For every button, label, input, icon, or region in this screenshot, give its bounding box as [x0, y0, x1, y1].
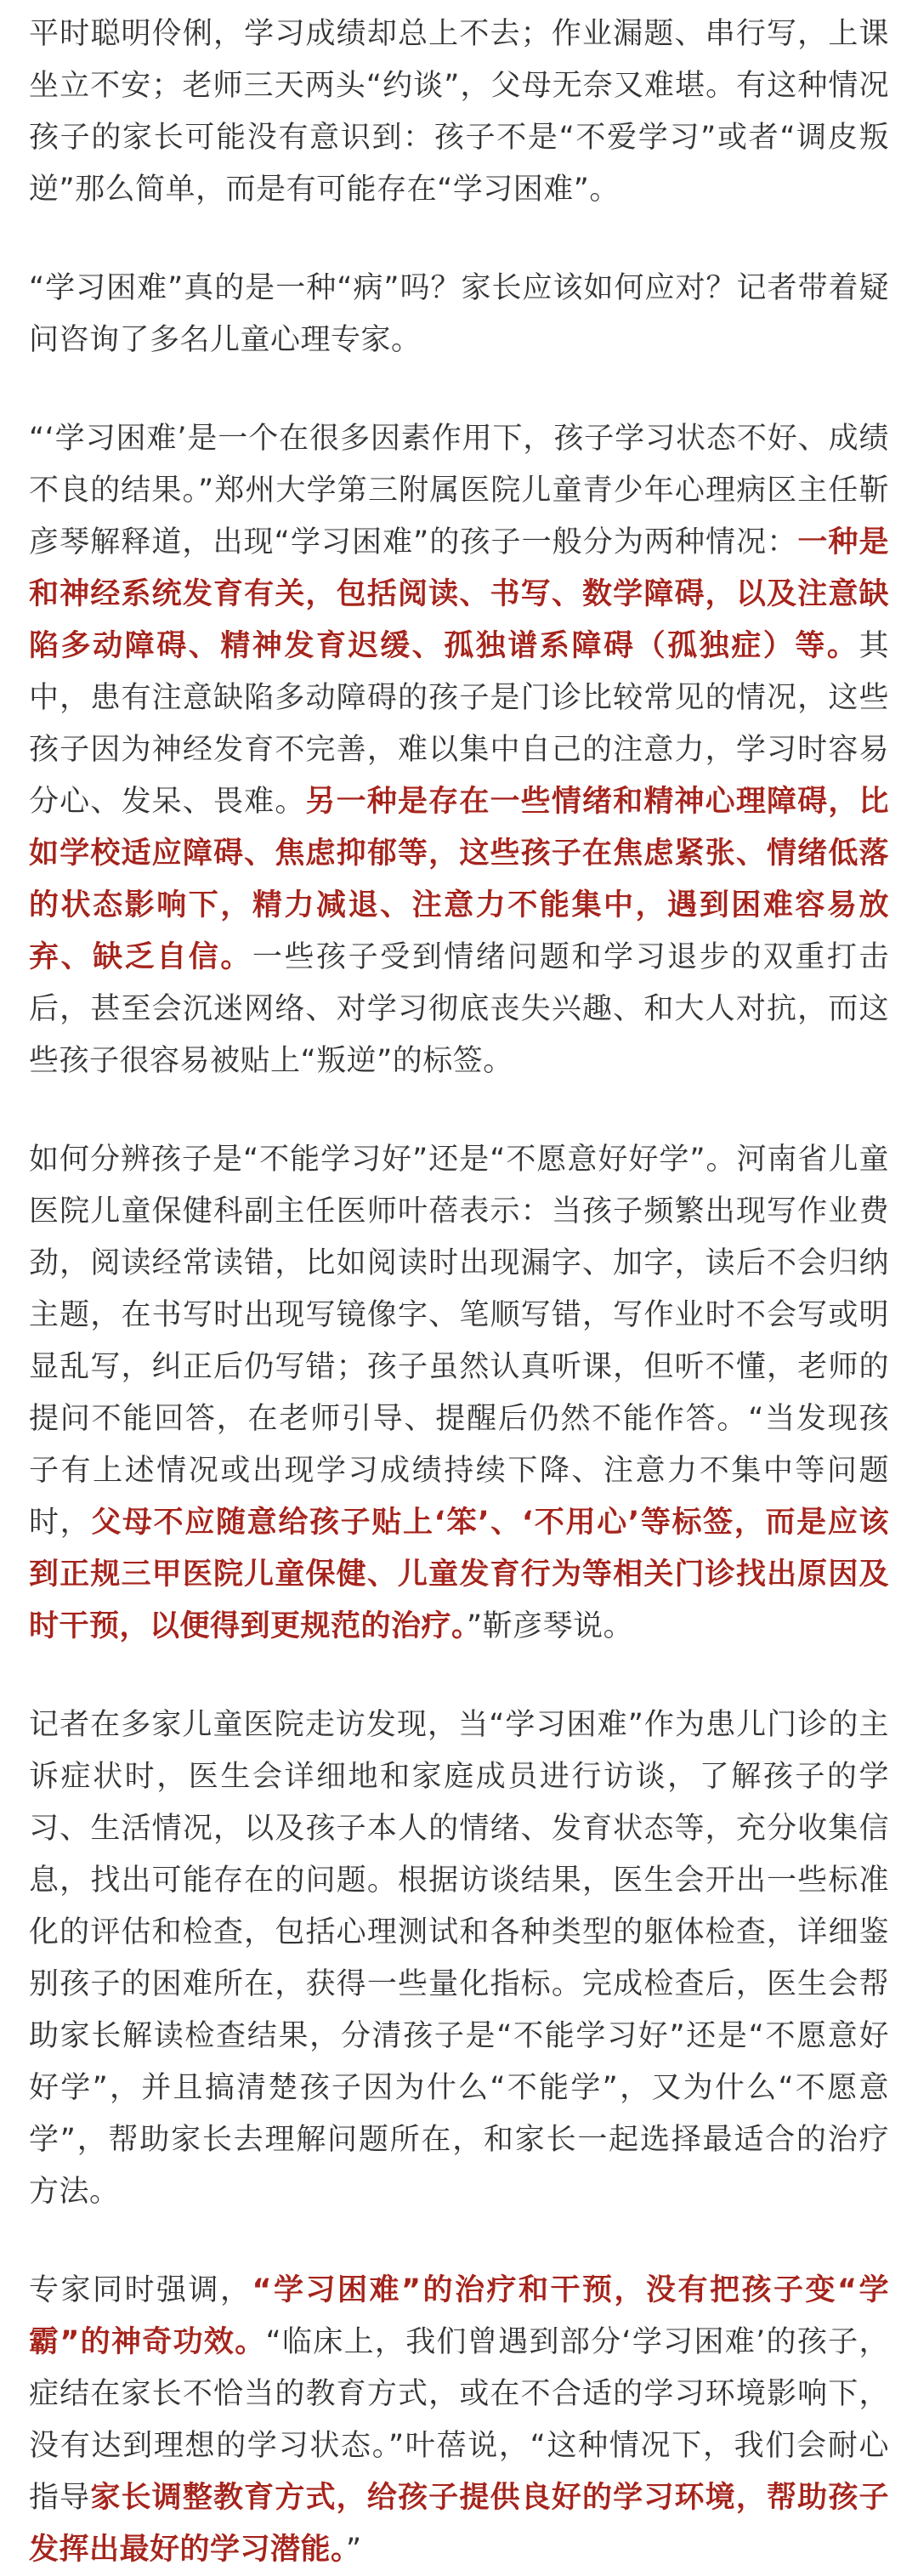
emphasis-text: 一种是和神经系统发育有关，包括阅读、书写、数学障碍，以及注意缺陷多动障碍、精神发育迟缓、孤独谱系障碍（孤独症）等。	[29, 525, 889, 663]
paragraph-text: 平时聪明伶俐，学习成绩却总上不去；作业漏题、串行写，上课坐立不安；老师三天两头“约谈”，父母无奈又难堪。有这种情况孩子的家长可能没有意识到：孩子不是“不爱学习”或者“调皮叛逆”那么简单，而是有可能存在“学习困难”。	[29, 17, 889, 207]
emphasis-text: “学习困难”的治疗和干预，没有把孩子变“学霸”的神奇功效。	[29, 2273, 889, 2359]
emphasis-text: 家长调整教育方式，给孩子提供良好的学习环境，帮助孩子发挥出最好的学习潜能。	[29, 2481, 889, 2567]
paragraph-text: 专家同时强调，	[29, 2273, 252, 2307]
paragraph-6	[29, 2265, 889, 2576]
emphasis-text: 另一种是存在一些情绪和精神心理障碍，比如学校适应障碍、焦虑抑郁等，这些孩子在焦虑紧张、情绪低落的状态影响下，精力减退、注意力不能集中，遇到困难容易放弃、缺乏自信。	[29, 785, 889, 974]
emphasis-text: 父母不应随意给孩子贴上‘笨’、‘不用心’等标签，而是应该到正规三甲医院儿童保健、儿童发育行为等相关门诊找出原因及时干预，以便得到更规范的治疗。	[29, 1506, 889, 1643]
paragraph-2	[29, 263, 889, 366]
paragraph-text: 一些孩子受到情绪问题和学习退步的双重打击后，甚至会沉迷网络、对学习彻底丧失兴趣、和大人对抗，而这些孩子很容易被贴上“叛逆”的标签。	[29, 940, 889, 1078]
paragraph-1	[29, 9, 889, 216]
paragraph-text: “‘学习困难’是一个在很多因素作用下，孩子学习状态不好、成绩不良的结果。”郑州大学第三附属医院儿童青少年心理病区主任靳彦琴解释道，出现“学习困难”的孩子一般分为两种情况：	[29, 422, 889, 559]
paragraph-text: 如何分辨孩子是“不能学习好”还是“不愿意好好学”。河南省儿童医院儿童保健科副主任医师叶蓓表示：当孩子频繁出现写作业费劲，阅读经常读错，比如阅读时出现漏字、加字，读后不会归纳主题，在书写时出现写镜像字、笔顺写错，写作业时不会写或明显乱写，纠正后仍写错；孩子虽然认真听课，但听不懂，老师的提问不能回答，在老师引导、提醒后仍然不能作答。“当发现孩子有上述情况或出现学习成绩持续下降、注意力不集中等问题时，	[29, 1143, 889, 1540]
paragraph-text: ”靳彦琴说。	[467, 1609, 634, 1643]
paragraph-text: 其中，患有注意缺陷多动障碍的孩子是门诊比较常见的情况，这些孩子因为神经发育不完善，难以集中自己的注意力，学习时容易分心、发呆、畏难。	[29, 629, 889, 819]
paragraph-4	[29, 1134, 889, 1653]
paragraph-text: “学习困难”真的是一种“病”吗？家长应该如何应对？记者带着疑问咨询了多名儿童心理专家。	[29, 271, 889, 357]
paragraph-text: “临床上，我们曾遇到部分‘学习困难’的孩子，症结在家长不恰当的教育方式，或在不合适的学习环境影响下，没有达到理想的学习状态。”叶蓓说，“这种情况下，我们会耐心指导	[29, 2325, 889, 2515]
paragraph-text: 记者在多家儿童医院走访发现，当“学习困难”作为患儿门诊的主诉症状时，医生会详细地和家庭成员进行访谈，了解孩子的学习、生活情况，以及孩子本人的情绪、发育状态等，充分收集信息，找出可能存在的问题。根据访谈结果，医生会开出一些标准化的评估和检查，包括心理测试和各种类型的躯体检查，详细鉴别孩子的困难所在，获得一些量化指标。完成检查后，医生会帮助家长解读检查结果，分清孩子是“不能学习好”还是“不愿意好好学”，并且搞清楚孩子因为什么“不能学”，又为什么“不愿意学”，帮助家长去理解问题所在，和家长一起选择最适合的治疗方法。	[29, 1708, 889, 2209]
paragraph-text: ”	[346, 2533, 362, 2567]
paragraph-3	[29, 413, 889, 1087]
paragraph-5	[29, 1699, 889, 2218]
